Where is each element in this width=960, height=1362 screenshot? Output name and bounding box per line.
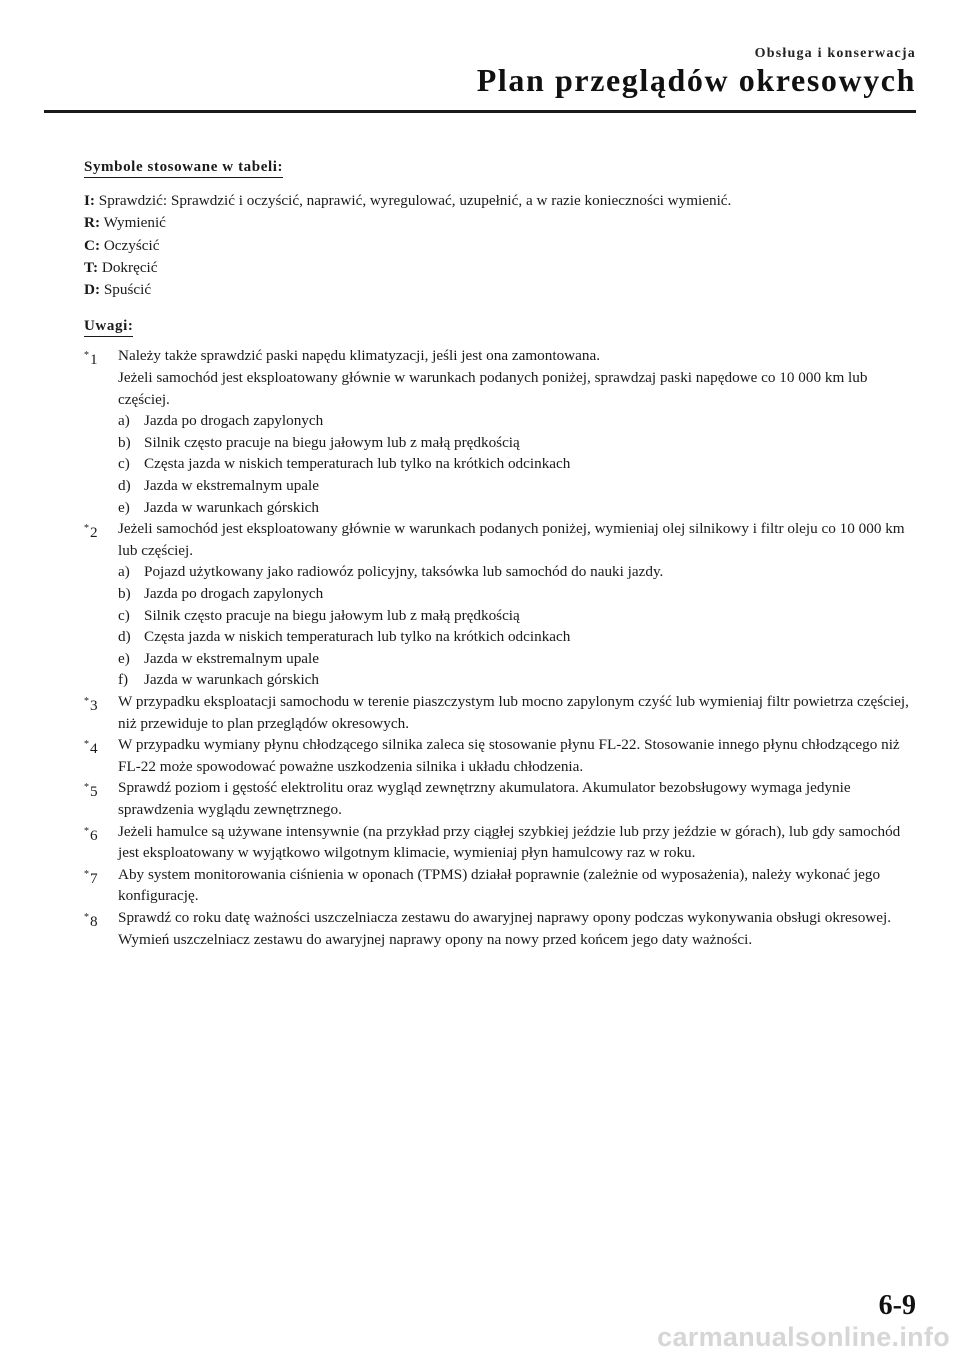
sub-item-text: Jazda po drogach zapylonych [144, 412, 324, 430]
note-text: W przypadku eksploatacji samochodu w terenie piaszczystym lub mocno zapylonym czyść lub wymieniaj filtr powietrza częściej, niż przewiduje to plan przeglądów okresowych. [118, 692, 909, 732]
sub-item-letter: c) [118, 455, 130, 473]
note-asterisk: * [84, 911, 89, 923]
symbol-text: Oczyścić [103, 236, 160, 254]
sub-item-text: Jazda w warunkach górskich [144, 671, 320, 689]
note-number-value: 2 [90, 524, 98, 542]
note-item [84, 734, 916, 777]
note-number [84, 907, 98, 933]
note-sub-item [118, 583, 916, 605]
symbols-list [84, 190, 916, 301]
note-sub-item [118, 605, 916, 627]
symbol-row [84, 279, 916, 301]
symbol-row [84, 257, 916, 279]
note-text: W przypadku wymiany płynu chłodzącego silnika zaleca się stosowanie płynu FL-22. Stosowanie innego płynu chłodzącego niż FL-22 może spowodować poważne uszkodzenia silnika i układu chłodzenia. [118, 736, 900, 775]
symbol-text: Spuścić [103, 281, 152, 299]
note-text: Jeżeli samochód jest eksploatowany głównie w warunkach podanych poniżej, wymieniaj olej silnikowy i filtr oleju co 10 000 km lub częściej. [118, 520, 905, 559]
sub-item-letter: d) [118, 628, 131, 646]
symbol-row [84, 212, 916, 234]
note-asterisk: * [84, 825, 89, 837]
sub-item-text: Pojazd użytkowany jako radiowóz policyjny, taksówka lub samochód do nauki jazdy. [144, 563, 664, 581]
note-text: Aby system monitorowania ciśnienia w oponach (TPMS) działał poprawnie (zależnie od wyposażenia), należy wykonać jego konfigurację. [118, 865, 881, 905]
note-text-continued: Jeżeli samochód jest eksploatowany głównie w warunkach podanych poniżej, sprawdzaj paski napędowe co 10 000 km lub częściej. [118, 369, 868, 408]
note-item [84, 518, 916, 691]
symbols-heading: Symbole stosowane w tabeli: [84, 159, 283, 178]
sub-item-text: Częsta jazda w niskich temperaturach lub tylko na krótkich odcinkach [144, 455, 571, 473]
note-sub-item [118, 497, 916, 519]
note-number-value: 8 [90, 912, 98, 930]
symbol-key: D: [84, 281, 101, 299]
section-label: Obsługa i konserwacja [754, 46, 916, 61]
note-asterisk: * [84, 739, 89, 751]
note-sub-item [118, 475, 916, 497]
sub-item-text: Jazda po drogach zapylonych [144, 585, 324, 603]
symbol-key: C: [84, 236, 101, 254]
note-text: Sprawdź co roku datę ważności uszczelniacza zestawu do awaryjnej naprawy opony podczas wykonywania obsługi okresowej. Wymień uszczelniacz zestawu do awaryjnej naprawy opony na nowy przed końcem jego daty ważności. [118, 908, 892, 948]
note-asterisk: * [84, 350, 89, 362]
note-number [84, 691, 98, 717]
note-number [84, 518, 98, 544]
note-sub-item [118, 626, 916, 648]
symbol-text: Sprawdzić: Sprawdzić i oczyścić, naprawić, wyregulować, uzupełnić, a w razie konieczności wymienić. [98, 192, 732, 209]
notes-heading: Uwagi: [84, 318, 133, 337]
symbol-key: T: [84, 258, 99, 276]
note-sub-item [118, 453, 916, 475]
note-item [84, 907, 916, 950]
sub-item-letter: c) [118, 606, 130, 624]
note-text: Należy także sprawdzić paski napędu klimatyzacji, jeśli jest ona zamontowana. [118, 347, 601, 365]
sub-item-letter: e) [118, 649, 130, 667]
note-number-value: 5 [90, 783, 98, 801]
note-item [84, 345, 916, 518]
sub-item-text: Jazda w ekstremalnym upale [144, 649, 320, 667]
note-number-value: 7 [90, 869, 98, 887]
note-sub-item [118, 648, 916, 670]
note-item [84, 821, 916, 864]
sub-item-letter: b) [118, 585, 131, 603]
sub-item-letter: e) [118, 498, 130, 516]
note-number [84, 864, 98, 890]
note-sub-item [118, 669, 916, 691]
note-sub-item [118, 432, 916, 454]
page-content [84, 158, 916, 950]
note-asterisk: * [84, 782, 89, 794]
symbol-text: Dokręcić [101, 258, 158, 276]
sub-item-text: Częsta jazda w niskich temperaturach lub tylko na krótkich odcinkach [144, 628, 571, 646]
note-text: Jeżeli hamulce są używane intensywnie (na przykład przy ciągłej szybkiej jeździe lub przy jeździe w górach), lub gdy samochód jest eksploatowany w wyjątkowo wilgotnym klimacie, wymieniaj płyn hamulcowy raz w roku. [118, 822, 901, 862]
note-sub-item [118, 561, 916, 583]
watermark: carmanualsonline.info [657, 1322, 950, 1352]
symbol-key: R: [84, 214, 101, 232]
symbol-text: Wymienić [103, 214, 166, 232]
sub-item-letter: b) [118, 433, 131, 451]
symbols-heading-wrap [84, 158, 916, 178]
note-asterisk: * [84, 868, 89, 880]
sub-item-letter: a) [118, 412, 130, 430]
sub-item-text: Silnik często pracuje na biegu jałowym lub z małą prędkością [144, 606, 520, 624]
sub-item-letter: a) [118, 563, 130, 581]
note-asterisk: * [84, 695, 89, 707]
note-item [84, 864, 916, 907]
symbol-key: I: [84, 192, 95, 209]
note-sub-item [118, 410, 916, 432]
symbol-row [84, 190, 916, 212]
symbol-row [84, 235, 916, 257]
title-divider [44, 110, 916, 113]
sub-item-text: Jazda w warunkach górskich [144, 498, 320, 516]
note-number [84, 777, 98, 803]
note-number-value: 1 [90, 351, 98, 369]
page-number: 6-9 [878, 1290, 916, 1321]
note-number [84, 734, 98, 760]
notes-list [84, 345, 916, 950]
note-number-value: 3 [90, 696, 98, 714]
note-number-value: 4 [90, 740, 98, 758]
sub-item-text: Silnik często pracuje na biegu jałowym lub z małą prędkością [144, 433, 520, 451]
note-item [84, 777, 916, 820]
page-title: Plan przeglądów okresowych [476, 62, 916, 98]
sub-item-letter: d) [118, 477, 131, 495]
note-asterisk: * [84, 523, 89, 535]
note-number-value: 6 [90, 826, 98, 844]
note-item [84, 691, 916, 734]
note-number [84, 345, 98, 371]
note-text: Sprawdź poziom i gęstość elektrolitu oraz wygląd zewnętrzny akumulatora. Akumulator bezobsługowy wymaga jedynie sprawdzenia wyglądu zewnętrznego. [118, 779, 851, 818]
notes-heading-wrap [84, 317, 916, 337]
note-number [84, 821, 98, 847]
sub-item-letter: f) [118, 671, 129, 689]
sub-item-text: Jazda w ekstremalnym upale [144, 477, 320, 495]
